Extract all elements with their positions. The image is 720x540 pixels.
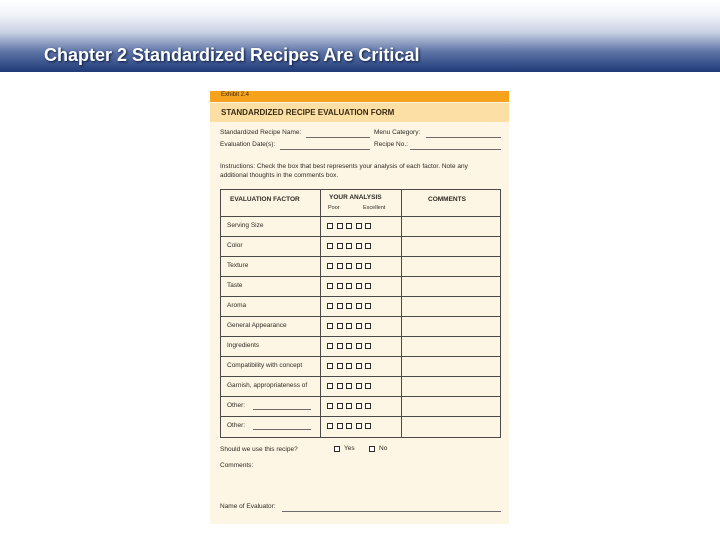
rating-checkbox[interactable] xyxy=(337,343,343,349)
evaluation-dates-label: Evaluation Date(s): xyxy=(220,141,276,148)
rating-checkbox[interactable] xyxy=(327,223,333,229)
use-recipe-question: Should we use this recipe? xyxy=(220,446,298,453)
rating-checkbox[interactable] xyxy=(365,263,371,269)
rating-checkbox[interactable] xyxy=(337,403,343,409)
rating-checkbox[interactable] xyxy=(356,403,362,409)
table-rule xyxy=(221,276,500,277)
rating-checkbox[interactable] xyxy=(365,303,371,309)
rating-checkbox[interactable] xyxy=(327,403,333,409)
rating-checkbox[interactable] xyxy=(327,303,333,309)
factor-label: Color xyxy=(227,242,243,249)
factor-label: Other: xyxy=(227,422,246,429)
col-header-comments: COMMENTS xyxy=(428,196,466,203)
factor-label: Texture xyxy=(227,262,249,269)
rating-checkbox[interactable] xyxy=(327,263,333,269)
rating-checkboxes xyxy=(327,383,371,389)
rating-checkboxes xyxy=(327,323,371,329)
col-header-factor: EVALUATION FACTOR xyxy=(230,196,300,203)
rating-checkbox[interactable] xyxy=(365,223,371,229)
other-line xyxy=(253,409,311,410)
rating-checkbox[interactable] xyxy=(365,243,371,249)
menu-category-label: Menu Category: xyxy=(374,129,421,136)
evaluation-form-image xyxy=(210,91,509,524)
factor-label: Compatibility with concept xyxy=(227,362,303,369)
rating-checkbox[interactable] xyxy=(356,223,362,229)
rating-checkbox[interactable] xyxy=(356,243,362,249)
rating-checkboxes xyxy=(327,403,371,409)
no-checkbox[interactable] xyxy=(369,446,375,452)
table-rule xyxy=(221,396,500,397)
factor-label: Aroma xyxy=(227,302,247,309)
table-rule xyxy=(221,336,500,337)
rating-checkbox[interactable] xyxy=(327,323,333,329)
table-rule xyxy=(221,376,500,377)
recipe-name-label: Standardized Recipe Name: xyxy=(220,129,302,136)
table-rule xyxy=(221,256,500,257)
rating-checkbox[interactable] xyxy=(327,383,333,389)
table-rule xyxy=(221,296,500,297)
other-line xyxy=(253,429,311,430)
rating-checkbox[interactable] xyxy=(365,363,371,369)
rating-checkbox[interactable] xyxy=(356,343,362,349)
rating-checkbox[interactable] xyxy=(365,323,371,329)
rating-checkbox[interactable] xyxy=(346,323,352,329)
rating-checkboxes xyxy=(327,223,371,229)
factor-label: Serving Size xyxy=(227,222,264,229)
rating-checkbox[interactable] xyxy=(356,303,362,309)
rating-checkbox[interactable] xyxy=(337,243,343,249)
recipe-no-line xyxy=(410,149,501,150)
rating-checkbox[interactable] xyxy=(346,363,352,369)
evaluator-line xyxy=(282,511,501,512)
table-divider xyxy=(401,190,402,437)
rating-checkbox[interactable] xyxy=(356,363,362,369)
exhibit-label: Exhibit 2.4 xyxy=(221,92,250,98)
rating-checkbox[interactable] xyxy=(327,283,333,289)
rating-checkboxes xyxy=(327,423,371,429)
rating-checkbox[interactable] xyxy=(337,223,343,229)
rating-checkboxes xyxy=(327,363,371,369)
rating-checkbox[interactable] xyxy=(356,283,362,289)
rating-checkboxes xyxy=(327,263,371,269)
rating-checkbox[interactable] xyxy=(327,343,333,349)
rating-checkbox[interactable] xyxy=(365,423,371,429)
rating-checkbox[interactable] xyxy=(346,283,352,289)
form-title: STANDARDIZED RECIPE EVALUATION FORM xyxy=(221,108,395,117)
rating-checkboxes xyxy=(327,243,371,249)
rating-checkbox[interactable] xyxy=(337,323,343,329)
rating-checkbox[interactable] xyxy=(365,343,371,349)
rating-checkboxes xyxy=(327,343,371,349)
recipe-no-label: Recipe No.: xyxy=(374,141,408,148)
rating-checkbox[interactable] xyxy=(337,423,343,429)
rating-checkbox[interactable] xyxy=(356,383,362,389)
menu-category-line xyxy=(426,137,501,138)
rating-checkbox[interactable] xyxy=(337,303,343,309)
rating-checkbox[interactable] xyxy=(356,263,362,269)
rating-checkbox[interactable] xyxy=(327,423,333,429)
rating-checkbox[interactable] xyxy=(337,383,343,389)
poor-label: Poor xyxy=(328,205,340,211)
instructions-line-2: additional thoughts in the comments box. xyxy=(220,172,339,179)
rating-checkbox[interactable] xyxy=(346,243,352,249)
col-header-analysis: YOUR ANALYSIS xyxy=(329,194,382,201)
exhibit-bar xyxy=(210,91,509,102)
rating-checkbox[interactable] xyxy=(346,303,352,309)
rating-checkbox[interactable] xyxy=(337,263,343,269)
rating-checkbox[interactable] xyxy=(346,403,352,409)
excellent-label: Excellent xyxy=(363,205,386,211)
rating-checkbox[interactable] xyxy=(346,263,352,269)
comments-label: Comments: xyxy=(220,462,254,469)
table-rule xyxy=(221,236,500,237)
recipe-name-line xyxy=(306,137,370,138)
factor-label: Garnish, appropriateness of xyxy=(227,382,308,389)
table-rule xyxy=(221,356,500,357)
rating-checkbox[interactable] xyxy=(365,403,371,409)
rating-checkbox[interactable] xyxy=(365,383,371,389)
evaluator-label: Name of Evaluator: xyxy=(220,503,276,510)
rating-checkboxes xyxy=(327,303,371,309)
instructions-line-1: Instructions: Check the box that best represents your analysis of each factor. Note any xyxy=(220,163,468,170)
rating-checkbox[interactable] xyxy=(337,363,343,369)
rating-checkbox[interactable] xyxy=(356,423,362,429)
yes-option[interactable] xyxy=(334,445,355,452)
rating-checkbox[interactable] xyxy=(346,423,352,429)
slide-title: Chapter 2 Standardized Recipes Are Critical xyxy=(44,45,420,65)
rating-checkbox[interactable] xyxy=(365,283,371,289)
table-divider xyxy=(320,190,321,437)
factor-label: General Appearance xyxy=(227,322,287,329)
no-option[interactable] xyxy=(369,445,387,452)
factor-label: Other: xyxy=(227,402,246,409)
rating-checkbox[interactable] xyxy=(346,343,352,349)
table-rule xyxy=(221,416,500,417)
factor-label: Taste xyxy=(227,282,243,289)
table-rule xyxy=(221,316,500,317)
yes-checkbox[interactable] xyxy=(334,446,340,452)
yes-label: Yes xyxy=(344,445,355,452)
form-title-bar xyxy=(210,103,509,122)
rating-checkbox[interactable] xyxy=(327,243,333,249)
rating-checkboxes xyxy=(327,283,371,289)
table-rule xyxy=(221,216,500,217)
no-label: No xyxy=(379,445,388,452)
rating-checkbox[interactable] xyxy=(346,223,352,229)
rating-checkbox[interactable] xyxy=(346,383,352,389)
evaluation-table xyxy=(220,189,501,438)
rating-checkbox[interactable] xyxy=(356,323,362,329)
rating-checkbox[interactable] xyxy=(337,283,343,289)
evaluation-dates-line xyxy=(280,149,370,150)
rating-checkbox[interactable] xyxy=(327,363,333,369)
factor-label: Ingredients xyxy=(227,342,260,349)
